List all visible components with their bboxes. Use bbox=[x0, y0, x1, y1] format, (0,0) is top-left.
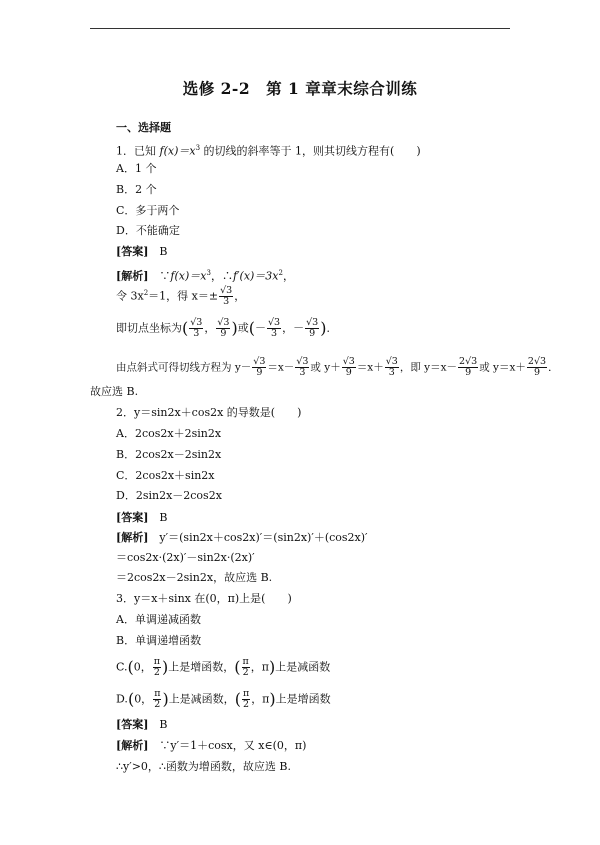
q2-option-b: B．2cos2x－2sin2x bbox=[116, 448, 222, 461]
q3-option-a: A．单调递减函数 bbox=[116, 613, 201, 626]
q1-analysis-line4: 由点斜式可得切线方程为 y－ $\frac{√3}{9}$ ＝x－ $\frac{√3}{3}$ 或 y＋ $\frac{√3}{9}$ ＝x＋ $\frac{√3}{3}$ ，即 y＝x－ $\frac{2√3}{9}$ 或 y＝x＋ $\frac{2√3}{9}$ ． bbox=[116, 356, 559, 378]
q3-answer: [答案] B bbox=[116, 718, 168, 731]
q3-analysis-line1: [解析] ∵y′＝1＋cosx，又 x∈(0，π) bbox=[116, 739, 307, 752]
q1-option-b: B．2 个 bbox=[116, 183, 157, 196]
q1-analysis-line5: 故应选 B. bbox=[90, 385, 139, 398]
q1-analysis-line3: 即切点坐标为( $\frac{√3}{3}$ ， $\frac{√3}{9}$ )或(－ $\frac{√3}{3}$ ，－ $\frac{√3}{9}$ )． bbox=[116, 317, 338, 339]
q3-stem: 3．y＝x＋sinx 在(0，π)上是( ) bbox=[116, 592, 292, 605]
fraction: $\frac{√3}{3}$ bbox=[220, 285, 233, 308]
q2-option-a: A．2cos2x＋2sin2x bbox=[116, 427, 222, 440]
q1-analysis-line2: 令 $3x^2=1$，得 x＝± $\frac{√3}{3}$ ， bbox=[116, 285, 246, 308]
q2-option-c: C．2cos2x＋sin2x bbox=[116, 469, 215, 482]
section-heading: 一、选择题 bbox=[116, 121, 171, 134]
q1-option-a: A．1 个 bbox=[116, 162, 157, 175]
top-rule bbox=[90, 28, 510, 29]
q2-analysis-line3: ＝2cos2x－2sin2x，故应选 B. bbox=[116, 571, 273, 584]
q3-option-b: B．单调递增函数 bbox=[116, 634, 202, 647]
q3-option-d: D.(0， $\frac{\pi}{2}$ )上是减函数，( $\frac{\pi}{2}$ ，π)上是增函数 bbox=[116, 688, 331, 710]
q2-answer: [答案] B bbox=[116, 511, 168, 524]
q1-option-d: D．不能确定 bbox=[116, 224, 180, 237]
q1-analysis-line1: [解析] $\because f(x)=x^3$，$\therefore f'(x)=3x^2$， bbox=[116, 269, 294, 283]
q1-stem: 1．已知 $f(x)=x^3$ 的切线的斜率等于 1，则其切线方程有( ) bbox=[116, 144, 421, 158]
q1-answer: [答案] B bbox=[116, 245, 168, 258]
q3-analysis-line2: ∴y′>0，∴函数为增函数，故应选 B. bbox=[116, 760, 292, 773]
q2-option-d: D．2sin2x－2cos2x bbox=[116, 489, 222, 502]
page-title: 选修 2-2 第 1 章章末综合训练 bbox=[182, 79, 418, 98]
q1-option-c: C．多于两个 bbox=[116, 204, 180, 217]
q2-analysis-line2: ＝cos2x·(2x)′－sin2x·(2x)′ bbox=[116, 551, 255, 564]
q2-analysis-line1: [解析] y′＝(sin2x＋cos2x)′＝(sin2x)′＋(cos2x)′ bbox=[116, 531, 368, 544]
q2-stem: 2．y＝sin2x＋cos2x 的导数是( ) bbox=[116, 406, 302, 419]
q3-option-c: C.(0， $\frac{\pi}{2}$ )上是增函数，( $\frac{\pi}{2}$ ，π)上是减函数 bbox=[116, 656, 331, 678]
